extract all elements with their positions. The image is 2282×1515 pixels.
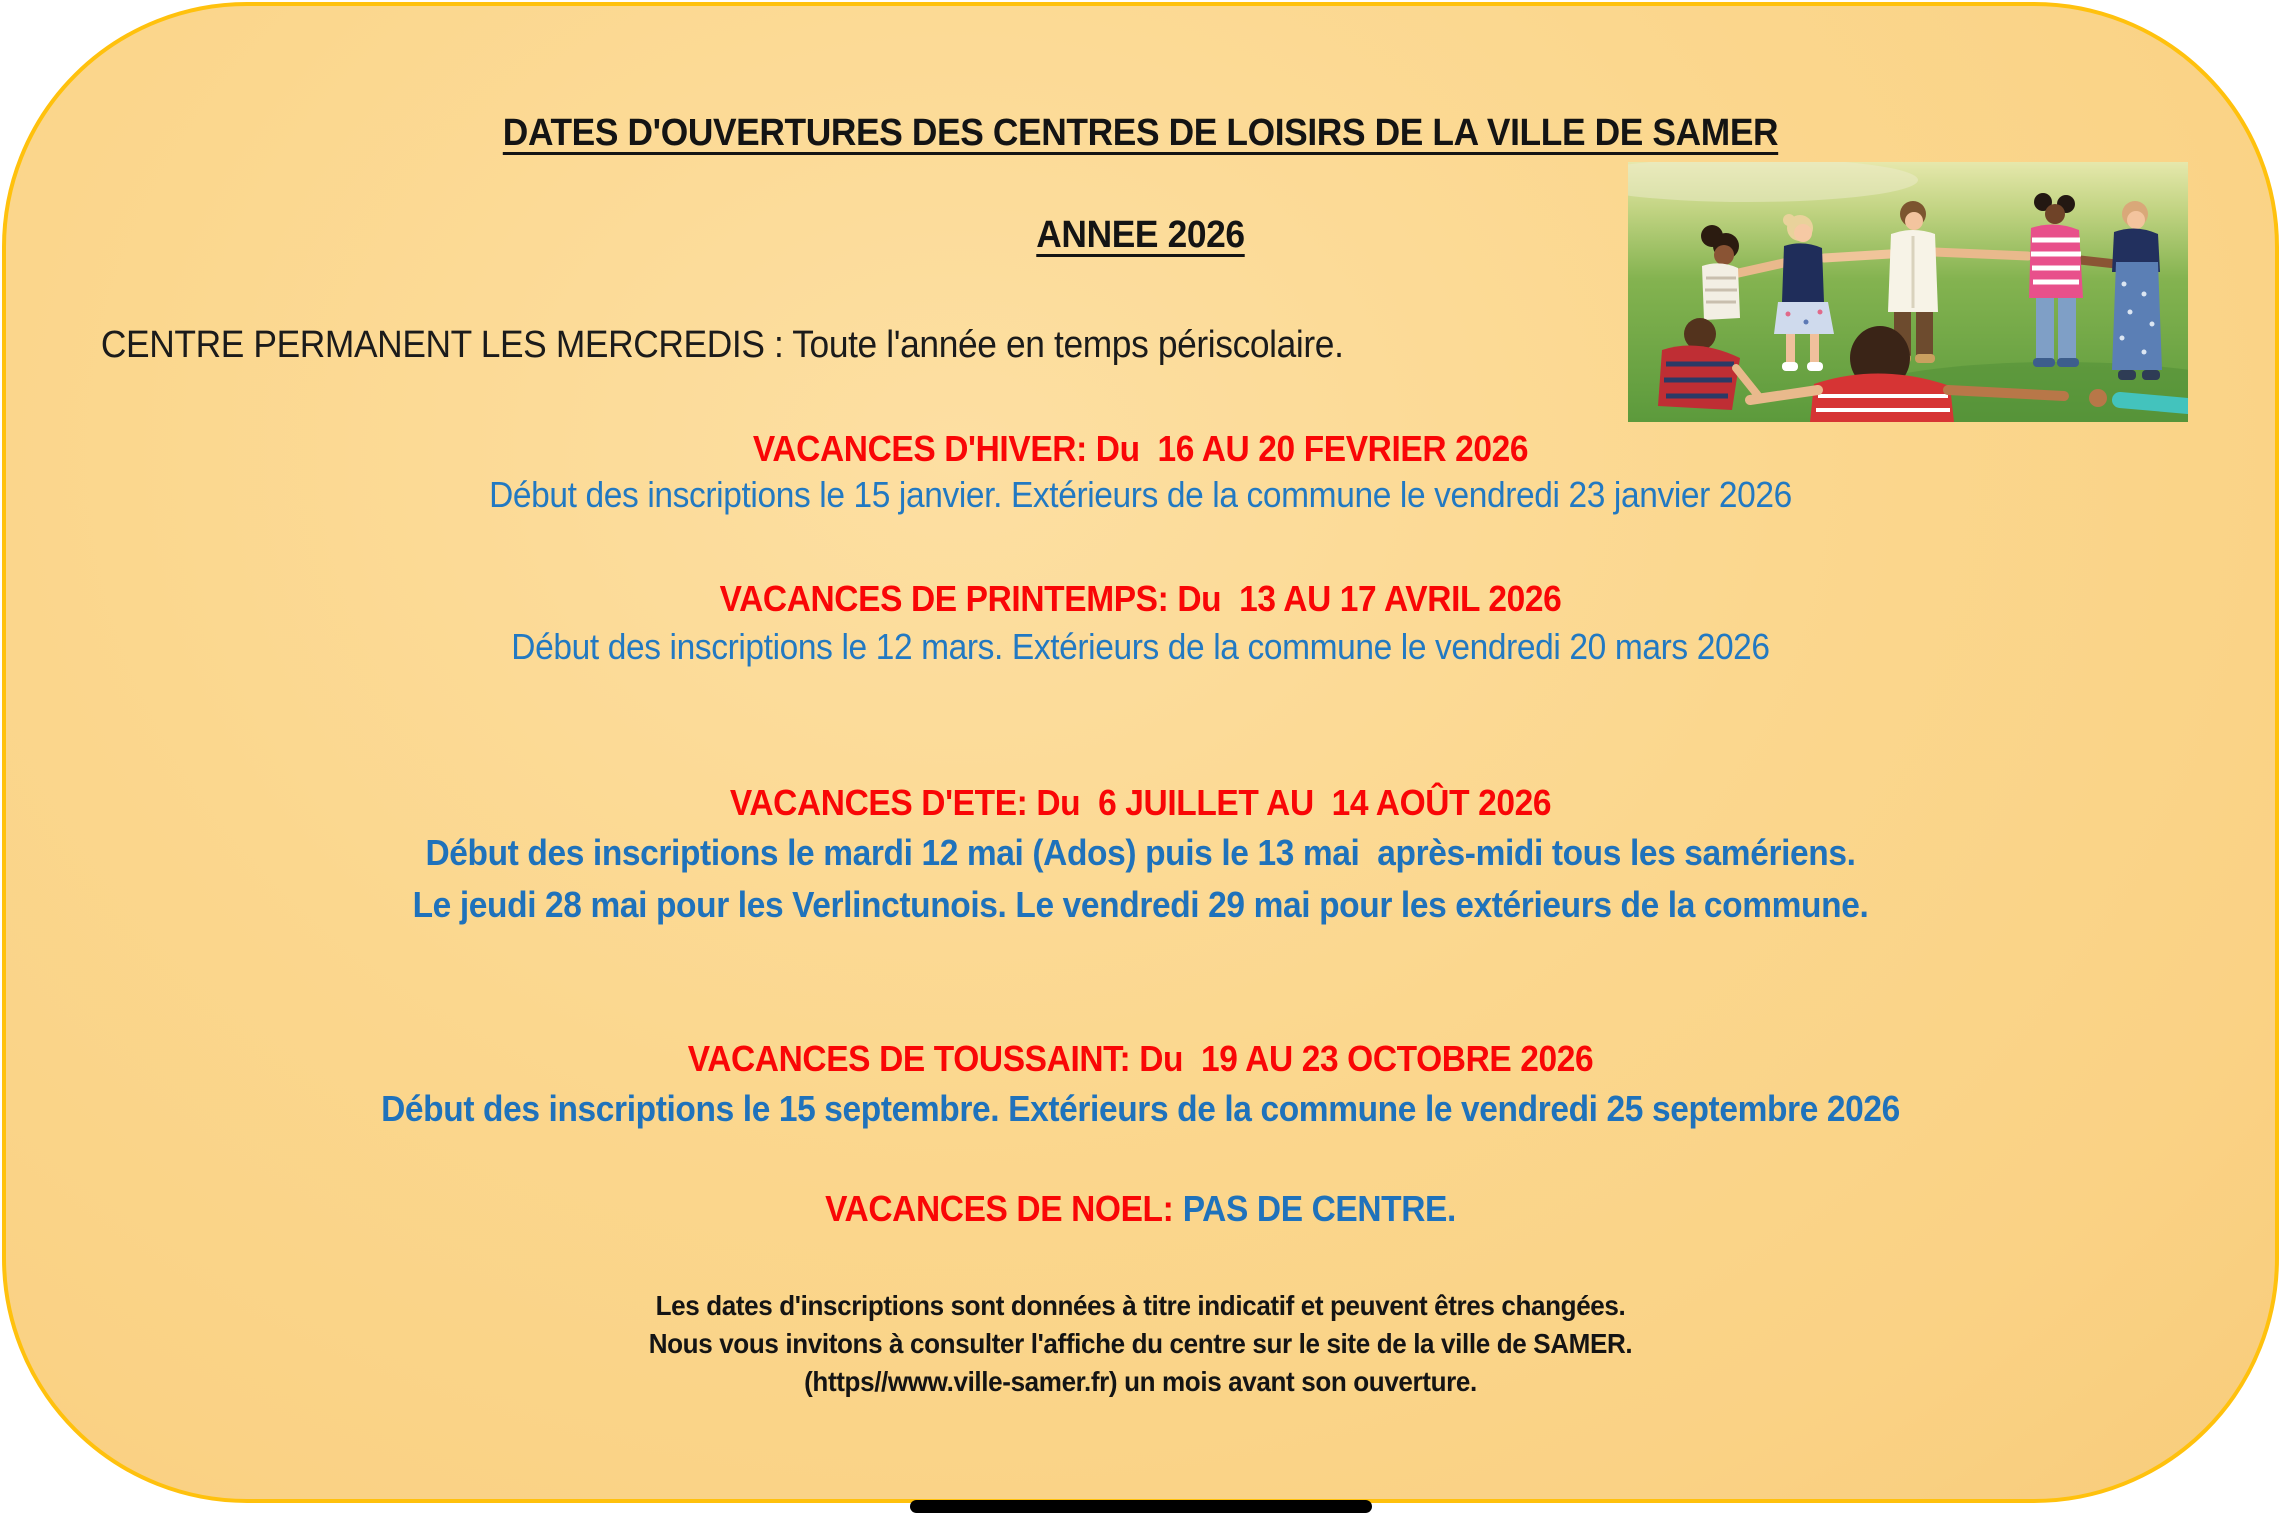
section-hiver-heading: VACANCES D'HIVER: Du 16 AU 20 FEVRIER 2026	[752, 428, 1529, 469]
section-noel-line	[85, 1186, 2195, 1231]
section-toussaint-heading: VACANCES DE TOUSSAINT: Du 19 AU 23 OCTOBRE 2026	[687, 1038, 1594, 1079]
permanent-schedule-line: CENTRE PERMANENT LES MERCREDIS : Toute l'année en temps périscolaire.	[100, 324, 1344, 366]
year-heading: ANNEE 2026	[1036, 214, 1245, 256]
children-photo-illustration	[1628, 162, 2188, 422]
section-ete-inscriptions-1: Début des inscriptions le mardi 12 mai (Ados) puis le 13 mai après-midi tous les samériens.	[425, 832, 1856, 873]
section-hiver-inscriptions: Début des inscriptions le 15 janvier. Extérieurs de la commune le vendredi 23 janvier 2026	[489, 474, 1792, 515]
footer-note-3: (https//www.ville-samer.fr) un mois avant son ouverture.	[804, 1366, 1477, 1397]
section-toussaint-inscriptions: Début des inscriptions le 15 septembre. Extérieurs de la commune le vendredi 25 septembre 2026	[381, 1088, 1900, 1129]
footer-note-1: Les dates d'inscriptions sont données à titre indicatif et peuvent êtres changées.	[655, 1290, 1626, 1321]
home-indicator-bar[interactable]	[910, 1500, 1372, 1513]
section-printemps-inscriptions: Début des inscriptions le 12 mars. Extérieurs de la commune le vendredi 20 mars 2026	[511, 626, 1770, 667]
noel-label: VACANCES DE NOEL:	[825, 1188, 1174, 1229]
noel-status: PAS DE CENTRE.	[1182, 1188, 1456, 1229]
page-title: DATES D'OUVERTURES DES CENTRES DE LOISIRS DE LA VILLE DE SAMER	[502, 112, 1779, 154]
footer-note-2: Nous vous invitons à consulter l'affiche du centre sur le site de la ville de SAMER.	[648, 1328, 1633, 1359]
flyer-card	[2, 2, 2279, 1503]
children-photo	[1628, 162, 2188, 422]
section-ete-heading: VACANCES D'ETE: Du 6 JUILLET AU 14 AOÛT 2026	[729, 782, 1552, 823]
section-ete-inscriptions-2: Le jeudi 28 mai pour les Verlinctunois. Le vendredi 29 mai pour les extérieurs de la commune.	[412, 884, 1869, 925]
section-printemps-heading: VACANCES DE PRINTEMPS: Du 13 AU 17 AVRIL 2026	[719, 578, 1562, 619]
